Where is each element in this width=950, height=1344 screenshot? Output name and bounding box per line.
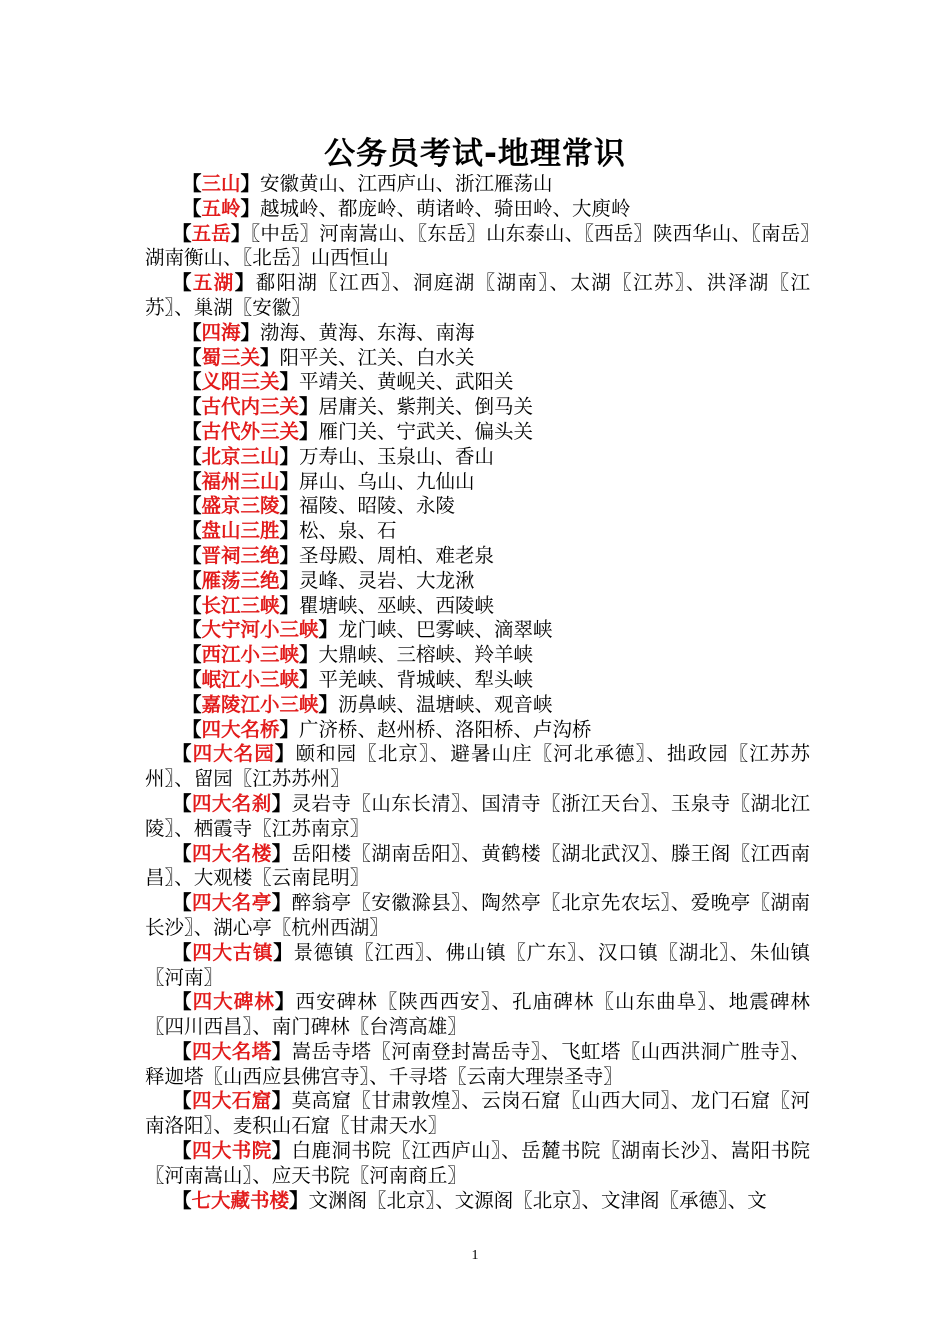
bracket-close: 】 [289, 1188, 309, 1212]
bracket-open: 【 [182, 519, 202, 543]
bracket-close: 】 [240, 196, 261, 220]
bracket-close: 】 [240, 172, 261, 195]
bracket-open: 【 [182, 543, 202, 567]
bracket-close: 】 [318, 692, 339, 716]
bracket-close: 】 [279, 370, 300, 394]
entry-key: 福州三山 [201, 469, 280, 493]
entry-23 [145, 842, 810, 892]
entry-20 [145, 718, 810, 743]
entry-8 [145, 420, 810, 445]
bracket-open: 【 [172, 990, 193, 1014]
entry-key: 四大名亭 [191, 891, 272, 915]
entry-1 [145, 197, 810, 222]
bracket-open: 【 [182, 345, 202, 369]
entry-key: 四大名塔 [191, 1039, 272, 1063]
bracket-open: 【 [172, 1139, 192, 1163]
bracket-close: 】 [271, 1089, 292, 1113]
bracket-close: 】 [271, 841, 292, 865]
bracket-close: 】 [279, 469, 300, 493]
entry-12 [145, 519, 810, 544]
entry-text: 景德镇〖江西〗、佛山镇〖广东〗、汉口镇〖湖北〗、朱仙镇〖河南〗 [145, 940, 810, 989]
entry-key: 大宁河小三峡 [201, 618, 319, 642]
entry-22 [145, 792, 810, 842]
entry-text: 灵峰、灵岩、大龙湫 [299, 568, 475, 592]
entry-key: 西江小三峡 [201, 643, 300, 667]
document-body [145, 172, 810, 1213]
entry-text: 西安碑林〖陕西西安〗、孔庙碑林〖山东曲阜〗、地震碑林〖四川西昌〗、南门碑林〖台湾高雄〗 [145, 990, 810, 1039]
entry-text: 平羌峡、背城峡、犁头峡 [318, 667, 534, 691]
entry-key: 四大名楼 [191, 841, 272, 865]
entry-text: 松、泉、石 [299, 519, 397, 543]
bracket-close: 】 [299, 643, 319, 667]
entry-17 [145, 643, 810, 668]
entry-text: 〖中岳〗河南嵩山、〖东岳〗山东泰山、〖西岳〗陕西华山、〖南岳〗湖南衡山、〖北岳〗山西恒山 [145, 221, 810, 270]
entry-text: 福陵、昭陵、永陵 [299, 494, 456, 518]
bracket-open: 【 [182, 196, 202, 220]
bracket-open: 【 [182, 643, 202, 667]
entry-text: 文渊阁〖北京〗、文源阁〖北京〗、文津阁〖承德〗、文 [308, 1188, 767, 1212]
entry-key: 四大古镇 [192, 940, 274, 964]
entry-text: 万寿山、玉泉山、香山 [299, 444, 495, 468]
document-title: 公务员考试-地理常识 [324, 136, 626, 172]
entry-text: 圣母殿、周柏、难老泉 [299, 543, 495, 567]
bracket-open: 【 [182, 692, 202, 716]
entry-text: 居庸关、紫荆关、倒马关 [318, 395, 534, 419]
entry-30 [145, 1189, 810, 1214]
bracket-open: 【 [172, 1089, 192, 1113]
bracket-open: 【 [182, 593, 202, 617]
bracket-close: 】 [299, 419, 319, 443]
bracket-open: 【 [172, 791, 192, 815]
entry-key: 四大石窟 [191, 1089, 272, 1113]
bracket-open: 【 [182, 717, 202, 741]
entry-18 [145, 668, 810, 693]
entry-text: 岳阳楼〖湖南岳阳〗、黄鹤楼〖湖北武汉〗、滕王阁〖江西南昌〗、大观楼〖云南昆明〗 [145, 841, 810, 890]
bracket-close: 】 [271, 891, 292, 915]
entry-key: 五湖 [192, 271, 235, 295]
entry-text: 醉翁亭〖安徽滁县〗、陶然亭〖北京先农坛〗、爱晚亭〖湖南长沙〗、湖心亭〖杭州西湖〗 [145, 891, 810, 939]
entry-0 [145, 172, 810, 197]
entry-6 [145, 370, 810, 395]
entry-key: 四大名桥 [201, 717, 280, 741]
entry-11 [145, 494, 810, 519]
bracket-open: 【 [172, 940, 193, 964]
entry-text: 平靖关、黄岘关、武阳关 [299, 370, 514, 394]
entry-text: 渤海、黄海、东海、南海 [260, 320, 475, 344]
bracket-close: 】 [260, 345, 280, 369]
entry-text: 阳平关、江关、白水关 [279, 345, 475, 369]
bracket-open: 【 [182, 469, 202, 493]
entry-text: 越城岭、都庞岭、萌诸岭、骑田岭、大庾岭 [260, 196, 631, 220]
bracket-open: 【 [182, 172, 202, 195]
entry-16 [145, 618, 810, 643]
entry-key: 古代外三关 [201, 419, 300, 443]
entry-9 [145, 445, 810, 470]
entry-27 [145, 1040, 810, 1090]
bracket-open: 【 [182, 667, 202, 691]
entry-13 [145, 544, 810, 569]
entry-text: 安徽黄山、江西庐山、浙江雁荡山 [260, 172, 553, 195]
entry-text: 莫高窟〖甘肃敦煌〗、云岗石窟〖山西大同〗、龙门石窟〖河南洛阳〗、麦积山石窟〖甘肃天水〗 [145, 1089, 810, 1138]
entry-key: 四大名园 [192, 742, 275, 766]
entry-text: 龙门峡、巴雾峡、滴翠峡 [338, 618, 553, 642]
bracket-open: 【 [172, 221, 192, 245]
bracket-open: 【 [172, 1039, 192, 1063]
bracket-close: 】 [279, 444, 300, 468]
bracket-open: 【 [172, 271, 193, 295]
bracket-open: 【 [182, 444, 202, 468]
entry-key: 三山 [201, 172, 241, 195]
entry-key: 四大书院 [191, 1139, 272, 1163]
bracket-open: 【 [182, 494, 202, 518]
bracket-open: 【 [182, 419, 202, 443]
bracket-close: 】 [299, 395, 319, 419]
bracket-close: 】 [279, 543, 300, 567]
bracket-close: 】 [240, 320, 261, 344]
bracket-close: 】 [279, 568, 300, 592]
entry-text: 雁门关、宁武关、偏头关 [318, 419, 534, 443]
bracket-close: 】 [234, 271, 256, 295]
bracket-close: 】 [271, 791, 292, 815]
bracket-open: 【 [182, 568, 202, 592]
entry-14 [145, 569, 810, 594]
bracket-open: 【 [182, 320, 202, 344]
bracket-close: 】 [318, 618, 339, 642]
entry-3 [145, 271, 810, 321]
bracket-open: 【 [172, 841, 192, 865]
entry-key: 古代内三关 [201, 395, 300, 419]
entry-key: 雁荡三绝 [201, 568, 280, 592]
bracket-close: 】 [271, 1039, 292, 1063]
entry-key: 四大名刹 [191, 791, 272, 815]
entry-25 [145, 941, 810, 991]
entry-text: 颐和园〖北京〗、避暑山庄〖河北承德〗、拙政园〖江苏苏州〗、留园〖江苏苏州〗 [145, 742, 810, 791]
bracket-close: 】 [274, 990, 296, 1014]
entry-29 [145, 1139, 810, 1189]
bracket-open: 【 [172, 891, 192, 915]
entry-text: 白鹿洞书院〖江西庐山〗、岳麓书院〖湖南长沙〗、嵩阳书院〖河南嵩山〗、应天书院〖河南商丘〗 [145, 1139, 810, 1187]
bracket-open: 【 [182, 370, 202, 394]
entry-10 [145, 470, 810, 495]
entry-key: 义阳三关 [201, 370, 280, 394]
entry-text: 鄱阳湖〖江西〗、洞庭湖〖湖南〗、太湖〖江苏〗、洪泽湖〖江苏〗、巢湖〖安徽〗 [145, 271, 810, 319]
bracket-open: 【 [172, 1188, 192, 1212]
entry-7 [145, 395, 810, 420]
entry-28 [145, 1089, 810, 1139]
entry-text: 大鼎峡、三榕峡、羚羊峡 [318, 643, 534, 667]
entry-24 [145, 891, 810, 941]
entry-key: 嘉陵江小三峡 [201, 692, 319, 716]
entry-key: 盛京三陵 [201, 494, 280, 518]
entry-key: 四大碑林 [192, 990, 275, 1014]
entry-text: 瞿塘峡、巫峡、西陵峡 [299, 593, 495, 617]
entry-key: 北京三山 [201, 444, 280, 468]
entry-text: 沥鼻峡、温塘峡、观音峡 [338, 692, 553, 716]
entry-15 [145, 594, 810, 619]
entry-key: 五岭 [201, 196, 241, 220]
entry-2 [145, 222, 810, 272]
entry-key: 长江三峡 [201, 593, 280, 617]
bracket-close: 】 [279, 593, 300, 617]
entry-text: 嵩岳寺塔〖河南登封嵩岳寺〗、飞虹塔〖山西洪洞广胜寺〗、释迦塔〖山西应县佛宫寺〗、千寻塔〖云南大理崇圣寺〗 [145, 1039, 810, 1088]
bracket-close: 】 [271, 1139, 292, 1163]
bracket-open: 【 [172, 742, 193, 766]
bracket-open: 【 [182, 618, 202, 642]
bracket-close: 】 [279, 494, 300, 518]
entry-key: 七大藏书楼 [191, 1188, 290, 1212]
entry-key: 蜀三关 [201, 345, 261, 369]
bracket-close: 】 [274, 742, 296, 766]
entry-21 [145, 742, 810, 792]
bracket-close: 】 [230, 221, 251, 245]
bracket-close: 】 [273, 940, 294, 964]
entry-4 [145, 321, 810, 346]
bracket-close: 】 [279, 519, 300, 543]
bracket-open: 【 [182, 395, 202, 419]
bracket-close: 】 [279, 717, 300, 741]
entry-text: 屏山、乌山、九仙山 [299, 469, 475, 493]
entry-key: 盘山三胜 [201, 519, 280, 543]
entry-19 [145, 693, 810, 718]
entry-key: 五岳 [191, 221, 231, 245]
entry-key: 岷江小三峡 [201, 667, 300, 691]
entry-5 [145, 346, 810, 371]
bracket-close: 】 [299, 667, 319, 691]
entry-text: 广济桥、赵州桥、洛阳桥、卢沟桥 [299, 717, 592, 741]
entry-key: 四海 [201, 320, 241, 344]
entry-26 [145, 990, 810, 1040]
entry-text: 灵岩寺〖山东长清〗、国清寺〖浙江天台〗、玉泉寺〖湖北江陵〗、栖霞寺〖江苏南京〗 [145, 791, 810, 840]
page-number: 1 [471, 1248, 479, 1263]
entry-key: 晋祠三绝 [201, 543, 280, 567]
